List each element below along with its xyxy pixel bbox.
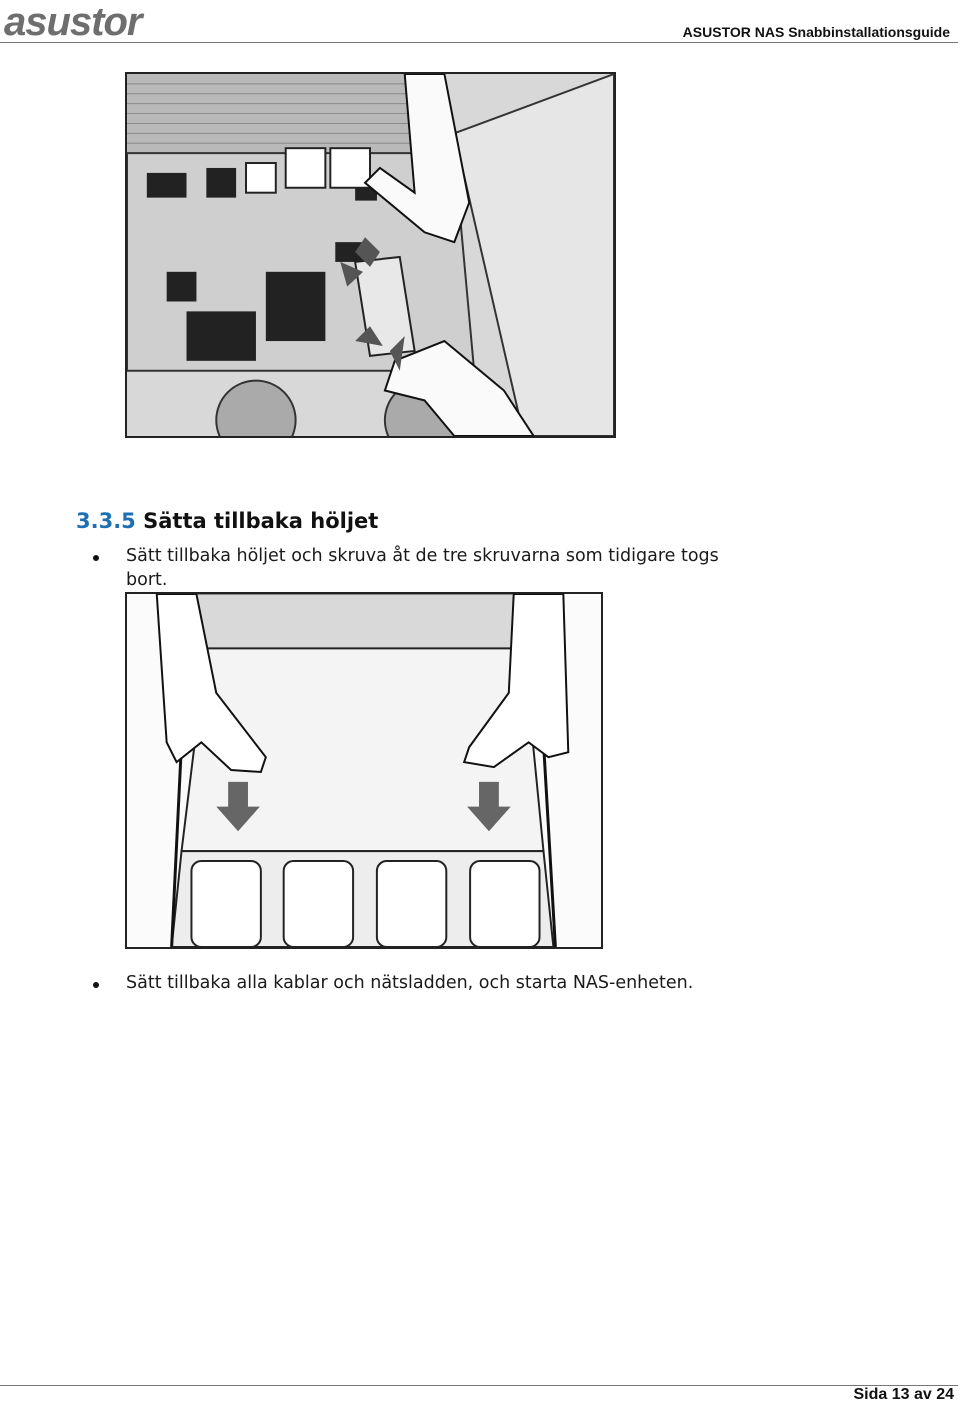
section-number: 3.3.5 — [76, 509, 136, 533]
footer-divider — [0, 1385, 958, 1386]
svg-text:asustor: asustor — [4, 2, 142, 42]
cover-install-illustration — [125, 592, 603, 949]
document-title: ASUSTOR NAS Snabbinstallationsguide — [682, 24, 950, 40]
page-header — [0, 0, 960, 44]
nas-cover-hands-icon — [127, 594, 601, 947]
page-number: Sida 13 av 24 — [853, 1386, 954, 1403]
motherboard-hands-icon — [127, 74, 614, 436]
bullet-icon — [93, 555, 99, 561]
list-item-text-continued: bort. — [126, 570, 168, 590]
bullet-icon — [93, 982, 99, 988]
section-title: Sätta tillbaka höljet — [143, 509, 379, 533]
list-item — [0, 971, 960, 999]
section-heading — [76, 509, 378, 533]
asustor-logo — [4, 2, 200, 42]
header-divider — [0, 42, 958, 43]
list-item-text: Sätt tillbaka höljet och skruva åt de tre skruvarna som tidigare togs — [126, 546, 719, 566]
list-item — [0, 544, 960, 590]
list-item-text: Sätt tillbaka alla kablar och nätsladden, och starta NAS-enheten. — [126, 973, 694, 993]
memory-install-illustration — [125, 72, 616, 438]
